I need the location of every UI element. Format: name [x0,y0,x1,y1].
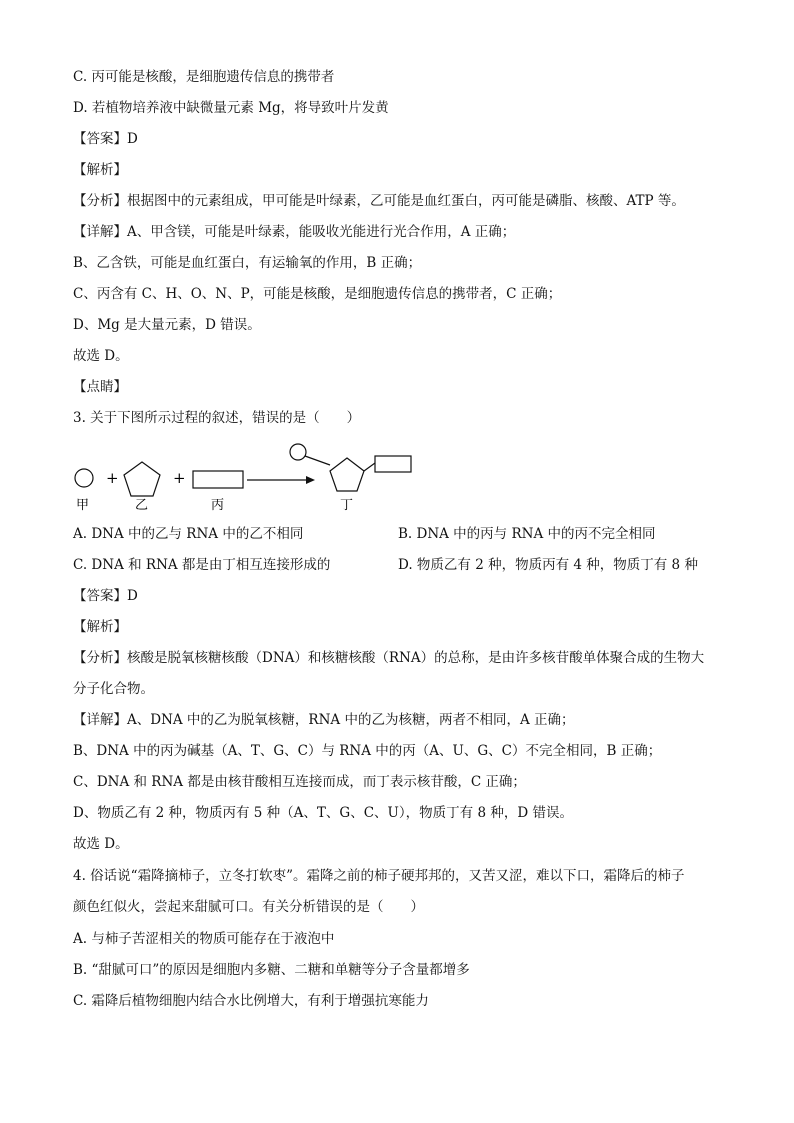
base-bond [364,463,375,471]
q3-conclusion: 故选 D。 [73,836,129,852]
q2-tip-heading: 【点睛】 [73,379,127,395]
q3-stem: 3. 关于下图所示过程的叙述，错误的是（ ） [73,410,361,426]
q2-analysis-heading: 【解析】 [73,162,127,178]
label-jia: 甲 [76,498,90,513]
q2-detail-d: D、Mg 是大量元素，D 错误。 [73,317,261,333]
q3-analysis-line-1: 【分析】核酸是脱氧核糖核酸（DNA）和核糖核酸（RNA）的总称，是由许多核苷酸单体聚合成的生物大 [73,650,705,666]
q3-detail-d: D、物质乙有 2 种，物质丙有 5 种（A、T、G、C、U），物质丁有 8 种，D 错误。 [73,805,573,821]
pentose-pentagon [124,462,160,496]
phosphate-circle [75,469,93,487]
q2-detail-b: B、乙含铁，可能是血红蛋白，有运输氧的作用，B 正确； [73,255,422,271]
q4-stem-line-2: 颜色红似火，尝起来甜腻可口。有关分析错误的是（ ） [73,899,424,915]
q3-option-b: B. DNA 中的丙与 RNA 中的丙不完全相同 [398,526,656,542]
q2-analysis: 【分析】根据图中的元素组成，甲可能是叶绿素，乙可能是血红蛋白，丙可能是磷脂、核酸、ATP 等。 [73,193,685,209]
plus-sign-2: + [173,469,186,487]
nucleotide-base [375,456,411,472]
q3-option-d: D. 物质乙有 2 种，物质丙有 4 种，物质丁有 8 种 [398,557,698,573]
q2-detail-c: C、丙含有 C、H、O、N、P，可能是核酸，是细胞遗传信息的携带者，C 正确； [73,286,562,302]
q3-detail-b: B、DNA 中的丙为碱基（A、T、G、C）与 RNA 中的丙（A、U、G、C）不完全相同，B 正确； [73,743,662,759]
base-rectangle [193,471,243,488]
nucleotide-phosphate [290,444,306,460]
q4-option-a: A. 与柿子苦涩相关的物质可能存在于液泡中 [73,931,335,947]
label-ding: 丁 [340,498,354,513]
plus-sign-1: + [106,469,119,487]
q2-option-d: D. 若植物培养液中缺微量元素 Mg，将导致叶片发黄 [73,100,389,116]
q3-option-a: A. DNA 中的乙与 RNA 中的乙不相同 [73,526,304,542]
q2-answer: 【答案】D [73,131,138,147]
phosphate-bond [305,456,330,465]
q3-detail-a: 【详解】A、DNA 中的乙为脱氧核糖，RNA 中的乙为核糖，两者不相同，A 正确； [73,712,575,728]
q2-detail-a: 【详解】A、甲含镁，可能是叶绿素，能吸收光能进行光合作用，A 正确； [73,224,516,240]
q2-conclusion: 故选 D。 [73,348,129,364]
arrow-head [306,476,315,484]
q3-analysis-heading: 【解析】 [73,619,127,635]
q4-stem-line-1: 4. 俗话说“霜降摘柿子，立冬打软枣”。霜降之前的柿子硬邦邦的，又苦又涩，难以下口，霜降后的柿子 [73,868,685,884]
label-yi: 乙 [135,498,149,513]
q3-analysis-line-2: 分子化合物。 [73,681,154,697]
q2-option-c: C. 丙可能是核酸，是细胞遗传信息的携带者 [73,69,335,85]
q3-detail-c: C、DNA 和 RNA 都是由核苷酸相互连接而成，而丁表示核苷酸，C 正确； [73,774,526,790]
q3-option-c: C. DNA 和 RNA 都是由丁相互连接形成的 [73,557,331,573]
q4-option-c: C. 霜降后植物细胞内结合水比例增大，有利于增强抗寒能力 [73,993,429,1009]
q4-option-b: B. “甜腻可口”的原因是细胞内多糖、二糖和单糖等分子含量都增多 [73,962,470,978]
nucleotide-pentose [330,458,364,491]
label-bing: 丙 [211,498,225,513]
q3-answer: 【答案】D [73,588,138,604]
nucleotide-figure [60,436,440,518]
